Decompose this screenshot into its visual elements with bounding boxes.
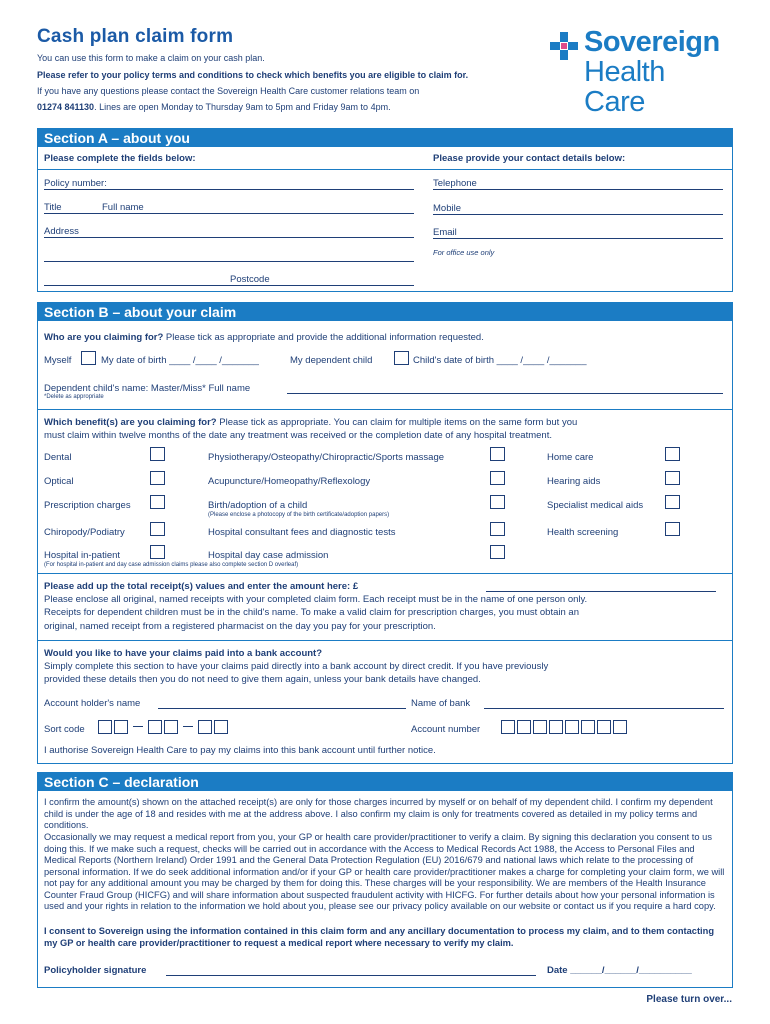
birth-note: (Please enclose a photocopy of the birth certificate/adoption papers) bbox=[208, 512, 390, 518]
address-label: Address bbox=[44, 226, 79, 237]
sort-code-digit-box[interactable] bbox=[214, 720, 228, 734]
prescription-checkbox[interactable] bbox=[150, 495, 165, 509]
account-number-digit-box[interactable] bbox=[501, 720, 515, 734]
section-a bbox=[37, 128, 733, 292]
section-c bbox=[37, 772, 733, 988]
bank-name-label: Name of bank bbox=[411, 698, 471, 709]
receipts-text-1: Please enclose all original, named receipts with your completed claim form. Each receipt must be in the name of one person only. bbox=[44, 594, 588, 605]
section-c-heading: Section C – declaration bbox=[38, 773, 732, 791]
who-question-bold: Who are you claiming for? bbox=[44, 332, 164, 343]
office-use-label: For office use only bbox=[433, 248, 495, 257]
authorise-text: I authorise Sovereign Health Care to pay my claims into this bank account until further notice. bbox=[44, 745, 436, 756]
account-number-digit-box[interactable] bbox=[613, 720, 627, 734]
logo-word-health: Health bbox=[584, 56, 665, 88]
dependent-name-field[interactable] bbox=[287, 393, 723, 394]
benefit-dental: Dental bbox=[44, 452, 72, 463]
receipts-total-field[interactable] bbox=[486, 591, 716, 592]
myself-label: Myself bbox=[44, 355, 72, 366]
who-question bbox=[44, 332, 484, 343]
opening-hours: . Lines are open Monday to Thursday 9am to 5pm and Friday 9am to 4pm. bbox=[94, 102, 391, 112]
benefit-hint-1: Please tick as appropriate. You can claim for multiple items on the same form but you bbox=[216, 417, 578, 428]
receipts-text-3: original, named receipt from a registered pharmacist on the day you pay for your prescription. bbox=[44, 621, 436, 632]
sort-code-separator bbox=[183, 726, 193, 727]
section-b-divider-2 bbox=[38, 573, 732, 574]
intro-line-1: You can use this form to make a claim on your cash plan. bbox=[37, 53, 265, 63]
chiropody-checkbox[interactable] bbox=[150, 522, 165, 536]
physiotherapy-checkbox[interactable] bbox=[490, 447, 505, 461]
account-number-digit-box[interactable] bbox=[533, 720, 547, 734]
telephone-field[interactable] bbox=[433, 189, 723, 190]
benefit-question bbox=[44, 417, 577, 428]
email-label: Email bbox=[433, 227, 457, 238]
sort-code-label: Sort code bbox=[44, 724, 85, 735]
section-a-right-intro: Please provide your contact details below: bbox=[433, 153, 626, 164]
dependent-checkbox[interactable] bbox=[394, 351, 409, 365]
sort-code-digit-box[interactable] bbox=[98, 720, 112, 734]
delete-note: *Delete as appropriate bbox=[44, 394, 104, 400]
benefit-day-case: Hospital day case admission bbox=[208, 550, 329, 561]
receipts-question: Please add up the total receipt(s) values and enter the amount here: £ bbox=[44, 581, 359, 592]
bank-text-2: provided these details then you do not need to give them again, unless your bank details have changed. bbox=[44, 674, 481, 685]
benefit-birth: Birth/adoption of a child bbox=[208, 500, 308, 511]
bank-question: Would you like to have your claims paid into a bank account? bbox=[44, 648, 323, 659]
who-hint: Please tick as appropriate and provide the additional information requested. bbox=[163, 332, 484, 343]
hearing-aids-checkbox[interactable] bbox=[665, 471, 680, 485]
hospital-note: (For hospital in-patient and day case admission claims please also complete section D overleaf) bbox=[44, 562, 299, 568]
benefit-question-bold: Which benefit(s) are you claiming for? bbox=[44, 417, 217, 428]
account-number-label: Account number bbox=[411, 724, 481, 735]
telephone-label: Telephone bbox=[433, 178, 477, 189]
declaration-consent: I consent to Sovereign using the information contained in this claim form and any ancillary documentation to process my claim, and to them contacting my GP or health care provider/practitioner to request a medical report where necessary to verify my claim. bbox=[44, 926, 714, 948]
intro-line-3: If you have any questions please contact the Sovereign Health Care customer relations team on bbox=[37, 86, 420, 96]
bank-name-field[interactable] bbox=[484, 708, 724, 709]
birth-checkbox[interactable] bbox=[490, 495, 505, 509]
section-b-divider-1 bbox=[38, 409, 732, 410]
section-b-divider-3 bbox=[38, 640, 732, 641]
page-title: Cash plan claim form bbox=[37, 26, 234, 47]
postcode-label: Postcode bbox=[230, 274, 270, 285]
sort-code-digit-box[interactable] bbox=[148, 720, 162, 734]
benefit-physiotherapy: Physiotherapy/Osteopathy/Chiropractic/Sports massage bbox=[208, 452, 445, 463]
section-a-divider bbox=[38, 169, 732, 170]
account-number-digit-box[interactable] bbox=[565, 720, 579, 734]
account-holder-field[interactable] bbox=[158, 708, 406, 709]
home-care-checkbox[interactable] bbox=[665, 447, 680, 461]
declaration-paragraph-1: I confirm the amount(s) shown on the attached receipt(s) are only for those charges incurred by myself or on behalf of my dependent child. I confirm my dependent child is under the age of 18 and resides with me at the address above. I also confirm my claim is only for treatments covered as detailed in my policy terms and conditions. bbox=[44, 797, 713, 830]
sovereign-logo bbox=[550, 26, 740, 122]
turn-over-text: Please turn over... bbox=[646, 994, 732, 1005]
name-field[interactable] bbox=[44, 213, 414, 214]
mobile-label: Mobile bbox=[433, 203, 461, 214]
sort-code-separator bbox=[133, 726, 143, 727]
intro-line-4 bbox=[37, 102, 391, 112]
logo-word-sovereign: Sovereign bbox=[584, 26, 720, 58]
account-number-digit-box[interactable] bbox=[597, 720, 611, 734]
postcode-field[interactable] bbox=[44, 285, 414, 286]
sort-code-digit-box[interactable] bbox=[114, 720, 128, 734]
email-field[interactable] bbox=[433, 238, 723, 239]
benefit-home-care: Home care bbox=[547, 452, 594, 463]
address-field-2[interactable] bbox=[44, 261, 414, 262]
account-number-digit-box[interactable] bbox=[517, 720, 531, 734]
benefit-hearing-aids: Hearing aids bbox=[547, 476, 601, 487]
policy-number-label: Policy number: bbox=[44, 178, 107, 189]
address-field-1[interactable] bbox=[44, 237, 414, 238]
benefit-chiropody: Chiropody/Podiatry bbox=[44, 527, 125, 538]
logo-cross-icon bbox=[550, 32, 578, 60]
optical-checkbox[interactable] bbox=[150, 471, 165, 485]
my-dob-label: My date of birth ____ /____ /_______ bbox=[101, 355, 259, 366]
dental-checkbox[interactable] bbox=[150, 447, 165, 461]
section-b bbox=[37, 302, 733, 764]
date-label: Date ______/______/__________ bbox=[547, 965, 692, 976]
health-screening-checkbox[interactable] bbox=[665, 522, 680, 536]
title-label: Title bbox=[44, 202, 62, 213]
declaration-paragraph-2: Occasionally we may request a medical report from you, your GP or health care provider/practitioner to verify a claim. By signing this declaration you consent to us doing this. If we make such a request, checks will be carried out in accordance with the Access to Medical Records Act 1988, the Access to Personal Files and Medical Reports (Northern Ireland) Order 1991 and the General Data Protection Regulation (EU) 2016/679 and national laws which relate to the processing of personal information. If we do seek additional information and/or if your GP or health care provider/practitioner makes a charge for completing your claim form, we will not pay for any additional amount you may be charged by them for doing this. These charges will be your responsibility. We are members of the Health Insurance Counter Fraud Group (HICFG) and will share information about suspected fraudulent activity with HICFG. For further details about how your personal information is used and your rights in relation to the information we hold about you, please see our privacy policy available on our website or contact us if you require a hard copy. bbox=[44, 832, 725, 911]
benefit-hospital-inpatient: Hospital in-patient bbox=[44, 550, 121, 561]
section-a-left-intro: Please complete the fields below: bbox=[44, 153, 196, 164]
account-number-digit-box[interactable] bbox=[581, 720, 595, 734]
benefit-acupuncture: Acupuncture/Homeopathy/Reflexology bbox=[208, 476, 371, 487]
logo-word-care: Care bbox=[584, 86, 645, 118]
consultant-checkbox[interactable] bbox=[490, 522, 505, 536]
section-a-heading: Section A – about you bbox=[38, 129, 732, 147]
benefit-prescription: Prescription charges bbox=[44, 500, 131, 511]
day-case-checkbox[interactable] bbox=[490, 545, 505, 559]
full-name-label: Full name bbox=[102, 202, 144, 213]
sort-code-digit-box[interactable] bbox=[164, 720, 178, 734]
benefit-consultant: Hospital consultant fees and diagnostic tests bbox=[208, 527, 396, 538]
intro-line-2: Please refer to your policy terms and conditions to check which benefits you are eligible to claim for. bbox=[37, 70, 469, 80]
policy-number-field[interactable] bbox=[44, 189, 414, 190]
benefit-optical: Optical bbox=[44, 476, 74, 487]
signature-label: Policyholder signature bbox=[44, 965, 147, 976]
child-dob-label: Child's date of birth ____ /____ /_______ bbox=[413, 355, 587, 366]
specialist-aids-checkbox[interactable] bbox=[665, 495, 680, 509]
phone-number: 01274 841130 bbox=[37, 102, 95, 112]
signature-field[interactable] bbox=[166, 975, 536, 976]
sort-code-digit-box[interactable] bbox=[198, 720, 212, 734]
dependent-name-label: Dependent child's name: Master/Miss* Full name bbox=[44, 383, 251, 394]
receipts-text-2: Receipts for dependent children must be in the child's name. To make a valid claim for prescription charges, you must obtain an bbox=[44, 607, 579, 618]
benefit-specialist-aids: Specialist medical aids bbox=[547, 500, 644, 511]
account-holder-label: Account holder's name bbox=[44, 698, 141, 709]
section-b-heading: Section B – about your claim bbox=[38, 303, 732, 321]
dependent-label: My dependent child bbox=[290, 355, 373, 366]
mobile-field[interactable] bbox=[433, 214, 723, 215]
benefit-hint-2: must claim within twelve months of the date any treatment was received or the completion date of any hospital treatment. bbox=[44, 430, 552, 441]
account-number-digit-box[interactable] bbox=[549, 720, 563, 734]
myself-checkbox[interactable] bbox=[81, 351, 96, 365]
benefit-health-screening: Health screening bbox=[547, 527, 619, 538]
acupuncture-checkbox[interactable] bbox=[490, 471, 505, 485]
hospital-inpatient-checkbox[interactable] bbox=[150, 545, 165, 559]
bank-text-1: Simply complete this section to have your claims paid directly into a bank account by direct credit. If you have previously bbox=[44, 661, 549, 672]
